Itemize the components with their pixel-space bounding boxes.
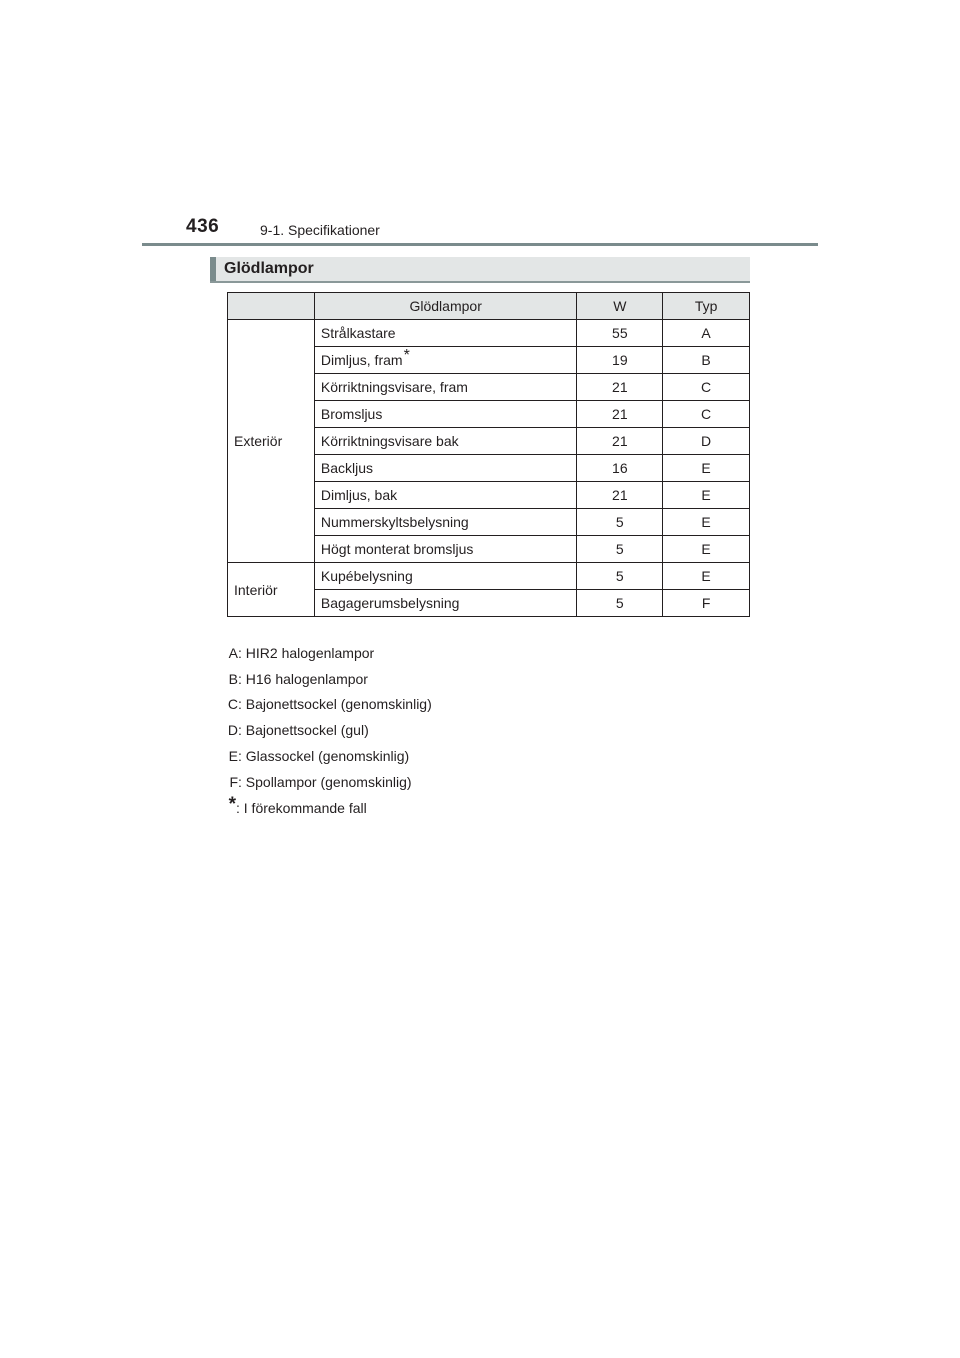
legend-item [210, 743, 750, 769]
bulb-name-cell [314, 509, 577, 536]
legend-key: A [228, 644, 238, 661]
category-cell: Interiör [228, 563, 315, 617]
legend-text: Spollampor (genomskinlig) [245, 773, 412, 790]
table-header-row [228, 293, 750, 320]
bulb-name-cell [314, 590, 577, 617]
column-header-type: Typ [663, 293, 750, 320]
footnote-colon: : [236, 799, 244, 816]
type-cell: D [663, 428, 750, 455]
bulb-name: Bagagerumsbelysning [320, 595, 460, 611]
legend-item [210, 692, 750, 718]
watt-cell: 16 [577, 455, 663, 482]
type-cell: E [663, 563, 750, 590]
type-cell: E [663, 536, 750, 563]
legend-item [210, 717, 750, 743]
watt-cell: 5 [577, 536, 663, 563]
watt-cell: 5 [577, 509, 663, 536]
bulb-name-cell [314, 428, 577, 455]
watt-cell: 55 [577, 320, 663, 347]
type-cell: A [663, 320, 750, 347]
bulb-name: Högt monterat bromsljus [320, 541, 474, 557]
bulb-name-cell [314, 320, 577, 347]
watt-cell: 5 [577, 563, 663, 590]
legend-colon: : [238, 696, 246, 713]
column-header-watt: W [577, 293, 663, 320]
section-heading: Glödlampor [224, 260, 314, 277]
watt-cell: 21 [577, 401, 663, 428]
type-cell: E [663, 482, 750, 509]
type-legend [210, 640, 750, 821]
bulb-name-cell [314, 347, 577, 374]
column-header-category [228, 293, 315, 320]
header-rule [142, 243, 818, 246]
legend-key: B [228, 670, 238, 687]
type-cell: C [663, 401, 750, 428]
legend-colon: : [238, 644, 246, 661]
bulb-name-cell [314, 563, 577, 590]
bulb-name: Dimljus, bak [320, 487, 398, 503]
legend-text: Glassockel (genomskinlig) [245, 748, 410, 765]
legend-colon: : [238, 722, 246, 739]
bulb-name-cell [314, 536, 577, 563]
bulb-name: Körriktningsvisare bak [320, 433, 459, 449]
footnote-key: * [228, 793, 236, 815]
bulb-table [227, 292, 750, 617]
legend-text: H16 halogenlampor [245, 670, 368, 687]
bulb-name: Kupébelysning [320, 568, 413, 584]
bulb-name: Bromsljus [320, 406, 383, 422]
type-cell: C [663, 374, 750, 401]
watt-cell: 21 [577, 482, 663, 509]
bulb-name: Backljus [320, 460, 374, 476]
legend-colon: : [238, 670, 246, 687]
footnote [210, 795, 750, 821]
type-cell: E [663, 509, 750, 536]
legend-text: HIR2 halogenlampor [245, 644, 375, 661]
section-heading-bar [210, 257, 750, 283]
bulb-name-cell [314, 482, 577, 509]
legend-item [210, 640, 750, 666]
section-label: 9-1. Specifikationer [260, 222, 380, 238]
legend-item [210, 769, 750, 795]
legend-key: D [227, 722, 238, 739]
column-header-bulbs: Glödlampor [314, 293, 577, 320]
bulb-name-cell [314, 401, 577, 428]
footnote-marker: * [403, 347, 410, 364]
bulb-name: Nummerskyltsbelysning [320, 514, 469, 530]
watt-cell: 19 [577, 347, 663, 374]
type-cell: F [663, 590, 750, 617]
page-number: 436 [186, 216, 220, 237]
legend-key: F [229, 773, 238, 790]
type-cell: B [663, 347, 750, 374]
bulb-name: Körriktningsvisare, fram [320, 379, 468, 395]
table-row [228, 320, 750, 347]
footnote-text: I förekommande fall [243, 799, 367, 816]
legend-key: E [228, 748, 238, 765]
watt-cell: 21 [577, 428, 663, 455]
bulb-name: Dimljus, fram [320, 352, 403, 368]
bulb-name: Strålkastare [320, 325, 396, 341]
watt-cell: 5 [577, 590, 663, 617]
table-row [228, 563, 750, 590]
type-cell: E [663, 455, 750, 482]
heading-accent [210, 257, 216, 281]
legend-colon: : [238, 773, 246, 790]
legend-text: Bajonettsockel (genomskinlig) [245, 696, 432, 713]
category-cell: Exteriör [228, 320, 315, 563]
bulb-name-cell [314, 374, 577, 401]
legend-key: C [227, 696, 238, 713]
legend-colon: : [238, 748, 246, 765]
bulb-name-cell [314, 455, 577, 482]
watt-cell: 21 [577, 374, 663, 401]
legend-item [210, 666, 750, 692]
legend-text: Bajonettsockel (gul) [245, 722, 369, 739]
